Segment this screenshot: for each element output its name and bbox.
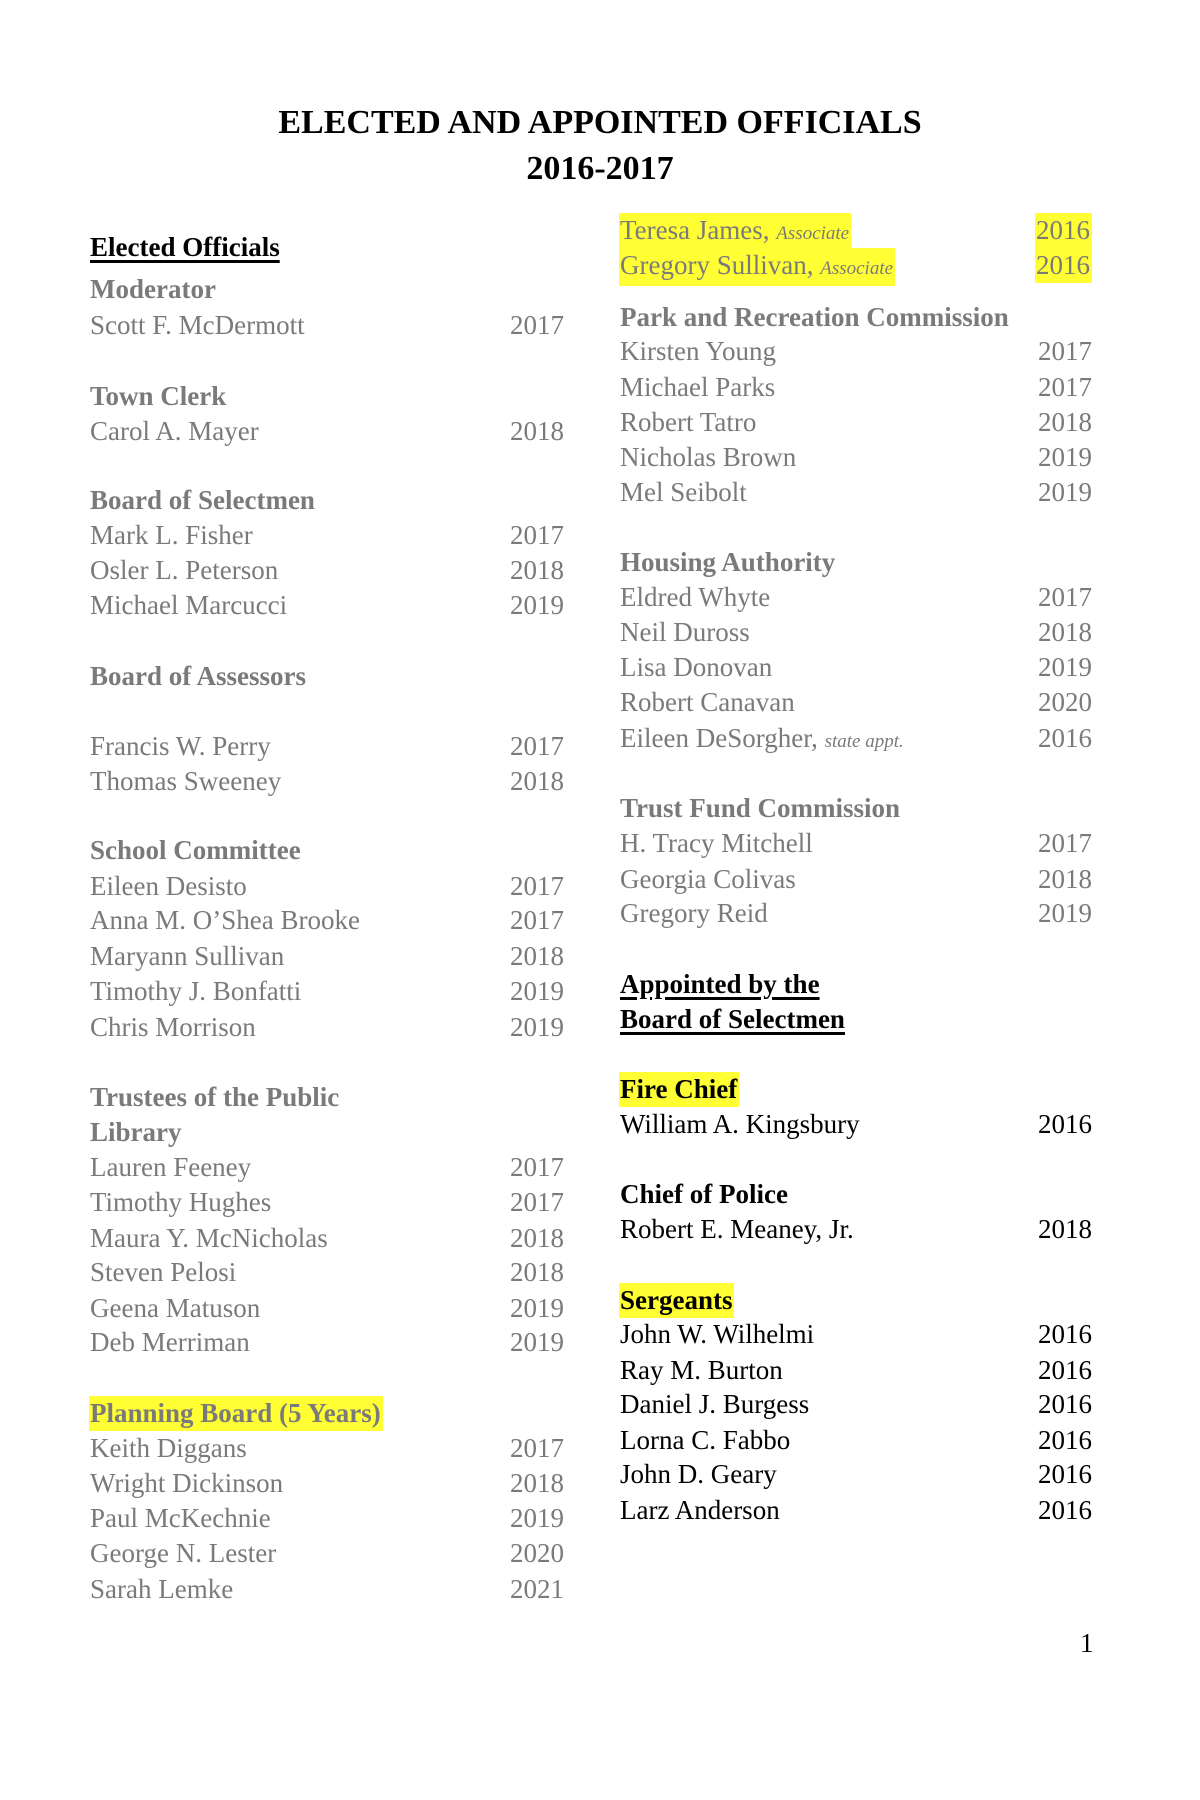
list-item: Eileen DeSorgher, state appt. 2016 [620,723,1092,753]
list-item: Wright Dickinson 2018 [90,1468,564,1498]
group-heading-chief-of-police: Chief of Police [620,1179,788,1209]
list-item: Robert Canavan 2020 [620,687,1092,717]
list-item: Kirsten Young 2017 [620,336,1092,366]
list-item: Maryann Sullivan 2018 [90,941,564,971]
page-subtitle-years: 2016-2017 [526,150,674,187]
list-item: Mark L. Fisher 2017 [90,520,564,550]
group-heading-board-of-selectmen: Board of Selectmen [90,485,315,515]
list-item: Timothy J. Bonfatti 2019 [90,976,564,1006]
list-item: Georgia Colivas 2018 [620,864,1092,894]
list-item: Daniel J. Burgess 2016 [620,1389,1092,1419]
group-heading-housing-authority: Housing Authority [620,547,836,577]
section-heading-appointed-line2: Board of Selectmen [620,1004,845,1034]
group-heading-fire-chief: Fire Chief [619,1072,739,1107]
list-item: Michael Parks 2017 [620,372,1092,402]
page-number: 1 [1080,1628,1094,1658]
list-item: Eileen Desisto 2017 [90,871,564,901]
list-item: Keith Diggans 2017 [90,1433,564,1463]
group-heading-trust-fund: Trust Fund Commission [620,793,901,823]
group-heading-library-trustees: Trustees of the Public [90,1082,340,1112]
list-item: Lorna C. Fabbo 2016 [620,1425,1092,1455]
list-item: Timothy Hughes 2017 [90,1187,564,1217]
list-item: Robert Tatro 2018 [620,407,1092,437]
list-item: Robert E. Meaney, Jr. 2018 [620,1214,1092,1244]
list-item: Lauren Feeney 2017 [90,1152,564,1182]
list-item: Geena Matuson 2019 [90,1293,564,1323]
list-item: Francis W. Perry 2017 [90,731,564,761]
list-item: Nicholas Brown 2019 [620,442,1092,472]
list-item: Thomas Sweeney 2018 [90,766,564,796]
group-heading-moderator: Moderator [90,274,216,304]
list-item: Deb Merriman 2019 [90,1327,564,1357]
group-heading-sergeants: Sergeants [619,1283,734,1318]
list-item: John W. Wilhelmi 2016 [620,1319,1092,1349]
group-heading-park-recreation: Park and Recreation Commission [620,302,1009,332]
list-item: Maura Y. McNicholas 2018 [90,1223,564,1253]
list-item: Neil Duross 2018 [620,617,1092,647]
list-item: Scott F. McDermott 2017 [90,310,564,340]
list-item: Lisa Donovan 2019 [620,652,1092,682]
list-item: Carol A. Mayer 2018 [90,416,564,446]
group-heading-town-clerk: Town Clerk [90,381,227,411]
list-item: Paul McKechnie 2019 [90,1503,564,1533]
list-item: Michael Marcucci 2019 [90,590,564,620]
list-item: Gregory Reid 2019 [620,898,1092,928]
list-item: Teresa James, Associate 2016 [620,213,1092,248]
list-item: George N. Lester 2020 [90,1538,564,1568]
list-item: Gregory Sullivan, Associate 2016 [620,248,1092,283]
group-heading-board-of-assessors: Board of Assessors [90,661,307,691]
section-heading-appointed: Appointed by the [620,969,820,999]
list-item: Larz Anderson 2016 [620,1495,1092,1525]
list-item: John D. Geary 2016 [620,1459,1092,1489]
list-item: Ray M. Burton 2016 [620,1355,1092,1385]
page-title: ELECTED AND APPOINTED OFFICIALS [278,104,922,141]
list-item: Chris Morrison 2019 [90,1012,564,1042]
group-heading-school-committee: School Committee [90,835,301,865]
section-heading-elected-officials: Elected Officials [90,232,280,262]
list-item: Anna M. O’Shea Brooke 2017 [90,905,564,935]
list-item: Osler L. Peterson 2018 [90,555,564,585]
list-item: Sarah Lemke 2021 [90,1574,564,1604]
list-item: H. Tracy Mitchell 2017 [620,828,1092,858]
group-heading-library-trustees-line2: Library [90,1117,182,1147]
list-item: Steven Pelosi 2018 [90,1257,564,1287]
list-item: Eldred Whyte 2017 [620,582,1092,612]
group-heading-planning-board: Planning Board (5 Years) [89,1396,383,1431]
list-item: William A. Kingsbury 2016 [620,1109,1092,1139]
list-item: Mel Seibolt 2019 [620,477,1092,507]
